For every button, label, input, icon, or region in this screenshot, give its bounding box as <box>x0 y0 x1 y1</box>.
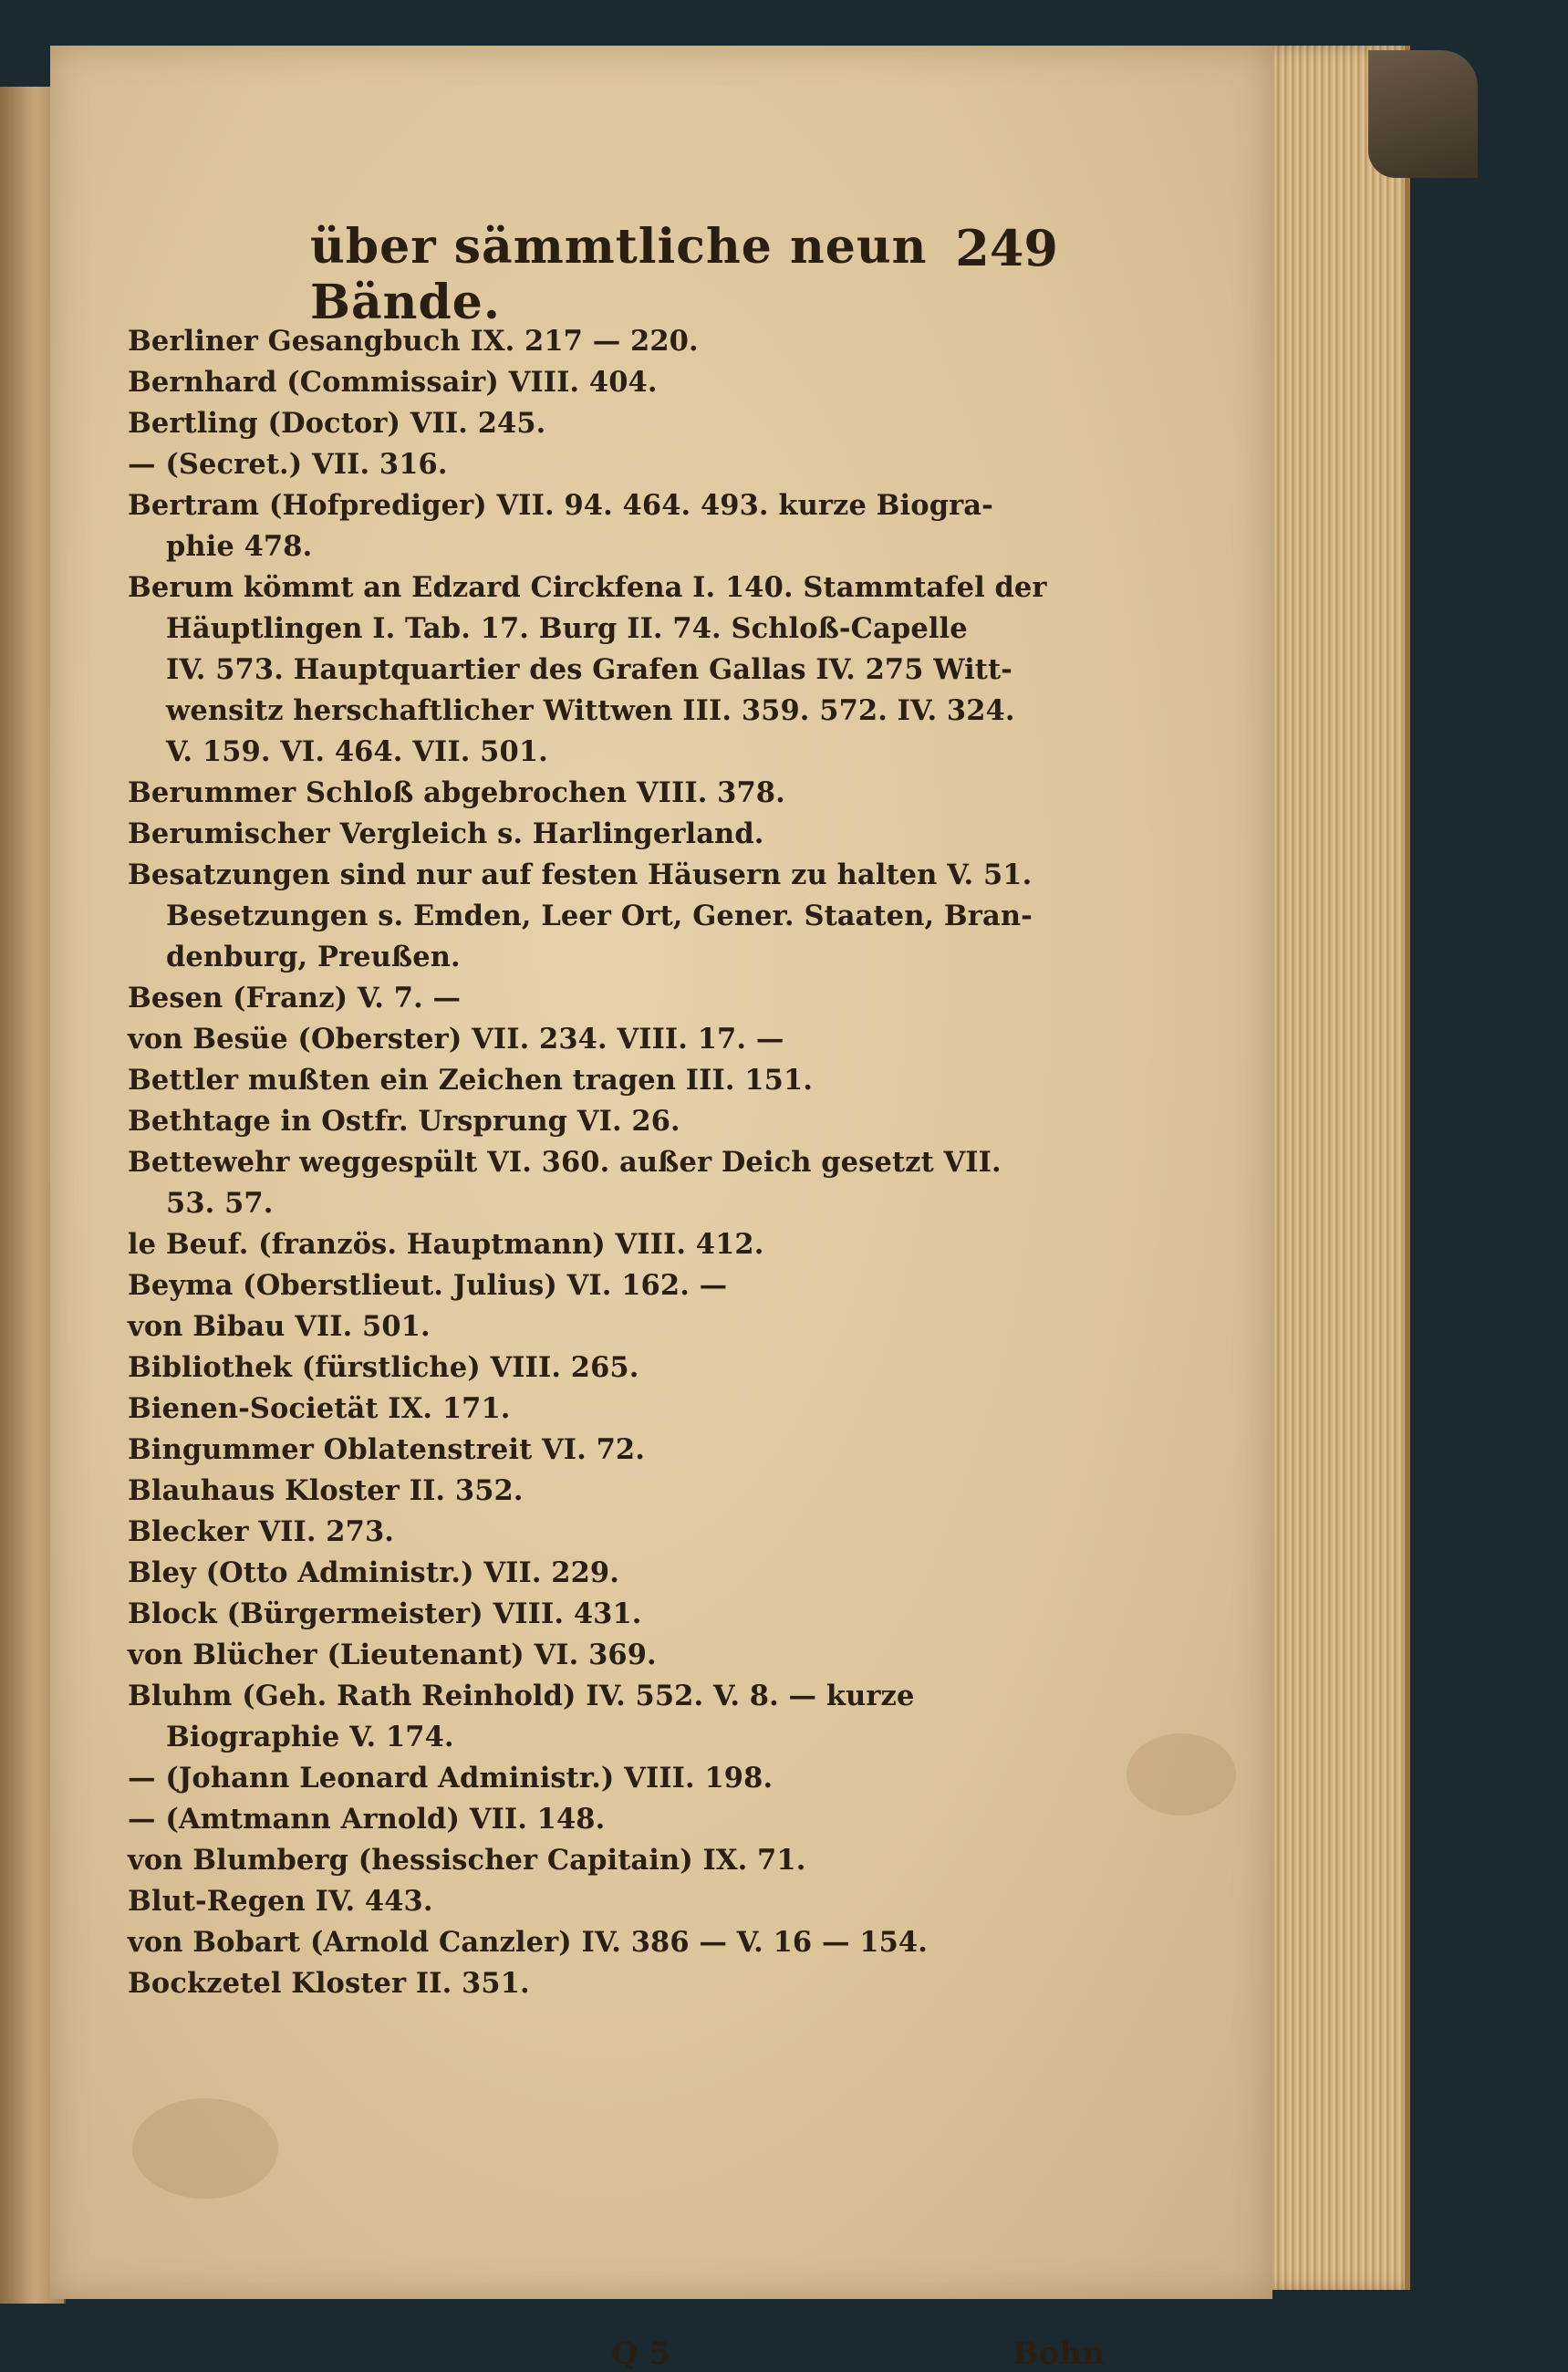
index-entry-line: Bertram (Hofprediger) VII. 94. 464. 493. kurze Biogra- <box>128 489 993 522</box>
index-entry-line: Berliner Gesangbuch IX. 217 — 220. <box>128 325 699 358</box>
index-entry-line: wensitz herschaftlicher Wittwen III. 359. 572. IV. 324. <box>166 694 1015 727</box>
running-head-title: über sämmtliche neun Bände. <box>310 219 928 330</box>
paper-stain <box>1127 1733 1236 1815</box>
index-entry-line: Bingummer Oblatenstreit VI. 72. <box>128 1433 645 1466</box>
index-entry-line: Berummer Schloß abgebrochen VIII. 378. <box>128 776 785 809</box>
index-entry-line: Berum kömmt an Edzard Circkfena I. 140. Stammtafel der <box>128 571 1047 604</box>
index-entry-line: — (Amtmann Arnold) VII. 148. <box>128 1803 606 1836</box>
index-entry-line: — (Johann Leonard Administr.) VIII. 198. <box>128 1762 774 1795</box>
index-entry-line: von Blücher (Lieutenant) VI. 369. <box>128 1639 657 1671</box>
index-entry-line: Blauhaus Kloster II. 352. <box>128 1474 524 1507</box>
signature-mark: Q 5 <box>611 2336 671 2372</box>
index-entry-line: le Beuf. (französ. Hauptmann) VIII. 412. <box>128 1228 764 1261</box>
index-entry-line: V. 159. VI. 464. VII. 501. <box>166 735 548 768</box>
index-entry-line: Bibliothek (fürstliche) VIII. 265. <box>128 1351 639 1384</box>
index-entry-line: Bettler mußten ein Zeichen tragen III. 151. <box>128 1064 813 1097</box>
index-entry-line: 53. 57. <box>166 1187 274 1220</box>
page-number: 249 <box>955 219 1058 277</box>
index-entry-line: Bernhard (Commissair) VIII. 404. <box>128 366 658 399</box>
binding-corner <box>1368 50 1478 178</box>
index-entry-line: von Bibau VII. 501. <box>128 1310 431 1343</box>
index-entry-line: Bockzetel Kloster II. 351. <box>128 1967 530 2000</box>
index-entries <box>128 321 1104 2004</box>
index-entry-line: Blecker VII. 273. <box>128 1515 394 1548</box>
index-entry-line: Berumischer Vergleich s. Harlingerland. <box>128 817 764 850</box>
index-entry-line: IV. 573. Hauptquartier des Grafen Gallas IV. 275 Witt- <box>166 653 1012 686</box>
index-entry-line: Besen (Franz) V. 7. — <box>128 982 462 1014</box>
index-entry-line: von Besüe (Oberster) VII. 234. VIII. 17. — <box>128 1023 784 1056</box>
index-entry-line: Besetzungen s. Emden, Leer Ort, Gener. Staaten, Bran- <box>166 900 1033 932</box>
catchword: Bohn <box>1012 2336 1105 2372</box>
index-entry-line: Bethtage in Ostfr. Ursprung VI. 26. <box>128 1105 680 1138</box>
index-entry-line: von Blumberg (hessischer Capitain) IX. 71. <box>128 1844 806 1877</box>
index-entry-line: Biographie V. 174. <box>166 1721 454 1753</box>
index-entry-line: Block (Bürgermeister) VIII. 431. <box>128 1597 642 1630</box>
index-entry-line: Beyma (Oberstlieut. Julius) VI. 162. — <box>128 1269 728 1302</box>
index-entry-line: denburg, Preußen. <box>166 941 461 973</box>
index-entry-line: Bettewehr weggespült VI. 360. außer Deich gesetzt VII. <box>128 1146 1002 1179</box>
index-entry-line: Blut-Regen IV. 443. <box>128 1885 433 1918</box>
index-entry-line: Besatzungen sind nur auf festen Häusern zu halten V. 51. <box>128 858 1033 891</box>
index-entry-line: Bluhm (Geh. Rath Reinhold) IV. 552. V. 8. — kurze <box>128 1680 915 1712</box>
index-entry-line: Häuptlingen I. Tab. 17. Burg II. 74. Schloß-Capelle <box>166 612 968 645</box>
index-entry-line: von Bobart (Arnold Canzler) IV. 386 — V. 16 — 154. <box>128 1926 928 1959</box>
running-head <box>310 219 1058 330</box>
index-entry-line: Bertling (Doctor) VII. 245. <box>128 407 546 440</box>
paper-stain <box>132 2098 278 2199</box>
index-entry-line: — (Secret.) VII. 316. <box>128 448 448 481</box>
index-entry-line: Bley (Otto Administr.) VII. 229. <box>128 1556 619 1589</box>
index-entry-line: Bienen-Societät IX. 171. <box>128 1392 511 1425</box>
index-entry-line: phie 478. <box>166 530 313 563</box>
page-block-edges <box>1259 46 1410 2290</box>
